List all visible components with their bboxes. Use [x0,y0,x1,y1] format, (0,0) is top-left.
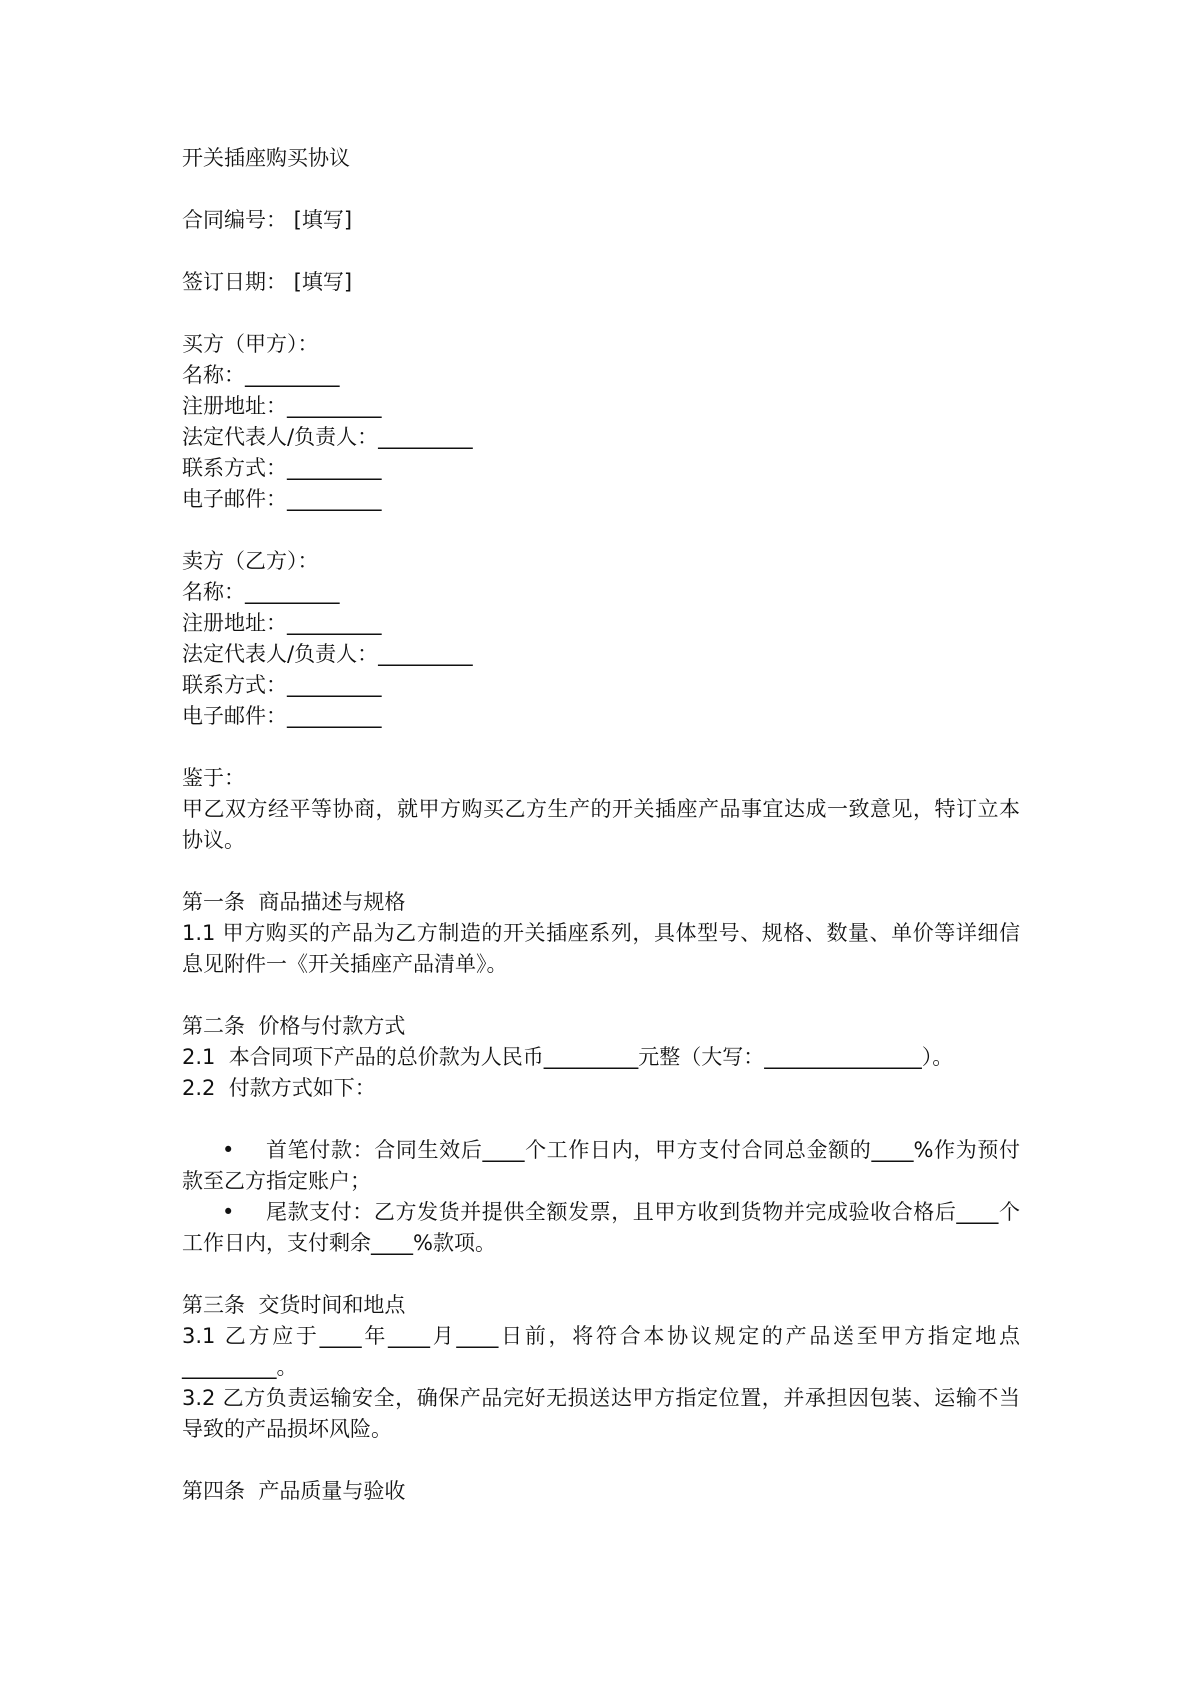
article-3-heading: 第三条 交货时间和地点 [182,1293,406,1317]
seller-section [182,546,1020,732]
bullet-icon: • [222,1138,235,1162]
document-page [182,143,1020,1507]
seller-heading: 卖方（乙方）： [182,549,319,573]
article-3 [182,1290,1020,1445]
clause-3-2: 3.2 乙方负责运输安全，确保产品完好无损送达甲方指定位置，并承担因包装、运输不当导致的产品损坏风险。 [182,1386,1020,1441]
bullet-text: 首笔付款：合同生效后____个工作日内，甲方支付合同总金额的____%作为预付款至乙方指定账户； [182,1138,1020,1193]
clause-3-1: 3.1 乙方应于____年____月____日前，将符合本协议规定的产品送至甲方指定地点_________。 [182,1324,1020,1379]
spacer [182,732,1020,763]
clause-2-1: 2.1 本合同项下产品的总价款为人民币_________元整（大写：_______________）。 [182,1045,954,1069]
buyer-name: 名称：_________ [182,363,340,387]
buyer-email: 电子邮件：_________ [182,487,382,511]
seller-name: 名称：_________ [182,580,340,604]
article-2 [182,1011,1020,1259]
document-title: 开关插座购买协议 [182,146,350,170]
bullet-text: 尾款支付：乙方发货并提供全额发票，且甲方收到货物并完成验收合格后____个工作日内，支付剩余____%款项。 [182,1200,1020,1255]
list-item [182,1135,1020,1197]
whereas-heading: 鉴于： [182,766,245,790]
spacer [182,236,1020,267]
buyer-section [182,329,1020,515]
article-2-heading: 第二条 价格与付款方式 [182,1014,406,1038]
seller-contact: 联系方式：_________ [182,673,382,697]
spacer [182,174,1020,205]
buyer-address: 注册地址：_________ [182,394,382,418]
article-1 [182,887,1020,980]
sign-date: 签订日期： [填写] [182,270,353,294]
spacer [182,856,1020,887]
seller-representative: 法定代表人/负责人：_________ [182,642,473,666]
buyer-representative: 法定代表人/负责人：_________ [182,425,473,449]
whereas-text: 甲乙双方经平等协商，就甲方购买乙方生产的开关插座产品事宜达成一致意见，特订立本协议。 [182,797,1020,852]
buyer-heading: 买方（甲方）： [182,332,319,356]
spacer [182,980,1020,1011]
list-item [182,1197,1020,1259]
spacer [182,1445,1020,1476]
article-4 [182,1476,1020,1507]
contract-number: 合同编号： [填写] [182,208,353,232]
article-1-heading: 第一条 商品描述与规格 [182,890,406,914]
buyer-contact: 联系方式：_________ [182,456,382,480]
spacer [182,1104,1020,1135]
article-4-heading: 第四条 产品质量与验收 [182,1479,406,1503]
clause-1-1: 1.1 甲方购买的产品为乙方制造的开关插座系列，具体型号、规格、数量、单价等详细信息见附件一《开关插座产品清单》。 [182,921,1020,976]
spacer [182,515,1020,546]
seller-email: 电子邮件：_________ [182,704,382,728]
seller-address: 注册地址：_________ [182,611,382,635]
whereas-section [182,763,1020,856]
spacer [182,298,1020,329]
bullet-icon: • [222,1200,235,1224]
clause-2-2: 2.2 付款方式如下： [182,1076,376,1100]
spacer [182,1259,1020,1290]
